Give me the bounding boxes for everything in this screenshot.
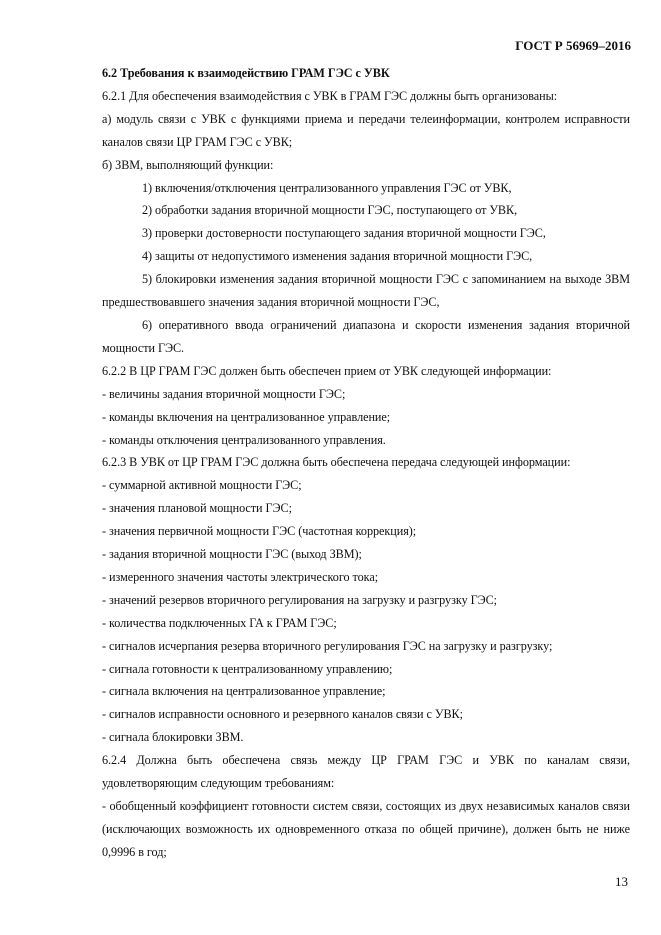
list-item: - значения плановой мощности ГЭС; xyxy=(102,501,292,516)
list-item: - суммарной активной мощности ГЭС; xyxy=(102,478,302,493)
paragraph-6-2-2: 6.2.2 В ЦР ГРАМ ГЭС должен быть обеспечен прием от УВК следующей информации: xyxy=(102,363,552,378)
section-title: 6.2 Требования к взаимодействию ГРАМ ГЭС с УВК xyxy=(102,66,390,80)
list-item: - команды отключения централизованного управления. xyxy=(102,432,386,447)
paragraph-6-2-4: 6.2.4 Должна быть обеспечена связь между ЦР ГРАМ ГЭС и УВК по каналам связи, удовлетворяющим следующим требованиям: xyxy=(102,753,630,791)
paragraph-6-2-3: 6.2.3 В УВК от ЦР ГРАМ ГЭС должна быть обеспечена передача следующей информации: xyxy=(102,455,571,470)
list-item: - измеренного значения частоты электрического тока; xyxy=(102,569,379,584)
list-item: - сигналов исчерпания резерва вторичного регулирования ГЭС на загрузку и разгрузку; xyxy=(102,638,553,653)
page-number: 13 xyxy=(615,874,628,889)
list-item: - сигнала включения на централизованное управление; xyxy=(102,684,386,699)
paragraph-item-a: а) модуль связи с УВК с функциями приема и передачи телеинформации, контролем исправности каналов связи ЦР ГРАМ ГЭС с УВК; xyxy=(102,111,630,149)
zvm-function-6: 6) оперативного ввода ограничений диапазона и скорости изменения задания вторичной мощности ГЭС. xyxy=(102,317,630,355)
zvm-function-4: 4) защиты от недопустимого изменения задания вторичной мощности ГЭС, xyxy=(142,249,533,264)
list-item: - величины задания вторичной мощности ГЭС; xyxy=(102,386,346,401)
list-item: - обобщенный коэффициент готовности систем связи, состоящих из двух независимых каналов связи (исключающих возможность их одновременного отказа по общей причине), должен быть не ниже 0,9996 в год; xyxy=(102,799,630,859)
list-item: - количества подключенных ГА к ГРАМ ГЭС; xyxy=(102,615,337,630)
list-item: - сигналов исправности основного и резервного каналов связи с УВК; xyxy=(102,707,463,722)
zvm-function-2: 2) обработки задания вторичной мощности ГЭС, поступающего от УВК, xyxy=(142,203,518,218)
document-body xyxy=(102,62,630,864)
list-item: - сигнала готовности к централизованному управлению; xyxy=(102,661,393,676)
list-item: - значения первичной мощности ГЭС (частотная коррекция); xyxy=(102,524,417,539)
list-item: - значений резервов вторичного регулирования на загрузку и разгрузку ГЭС; xyxy=(102,592,498,607)
zvm-function-5: 5) блокировки изменения задания вторичной мощности ГЭС с запоминанием на выходе ЗВМ предшествовавшего значения задания вторичной мощности ГЭС, xyxy=(102,272,630,310)
paragraph-item-b: б) ЗВМ, выполняющий функции: xyxy=(102,157,274,172)
zvm-function-1: 1) включения/отключения централизованного управления ГЭС от УВК, xyxy=(142,180,512,195)
list-item: - команды включения на централизованное управление; xyxy=(102,409,391,424)
list-item: - задания вторичной мощности ГЭС (выход ЗВМ); xyxy=(102,547,362,562)
standard-header: ГОСТ Р 56969–2016 xyxy=(515,38,631,53)
zvm-function-3: 3) проверки достоверности поступающего задания вторичной мощности ГЭС, xyxy=(142,226,546,241)
paragraph-6-2-1: 6.2.1 Для обеспечения взаимодействия с УВК в ГРАМ ГЭС должны быть организованы: xyxy=(102,88,558,103)
list-item: - сигнала блокировки ЗВМ. xyxy=(102,730,244,745)
